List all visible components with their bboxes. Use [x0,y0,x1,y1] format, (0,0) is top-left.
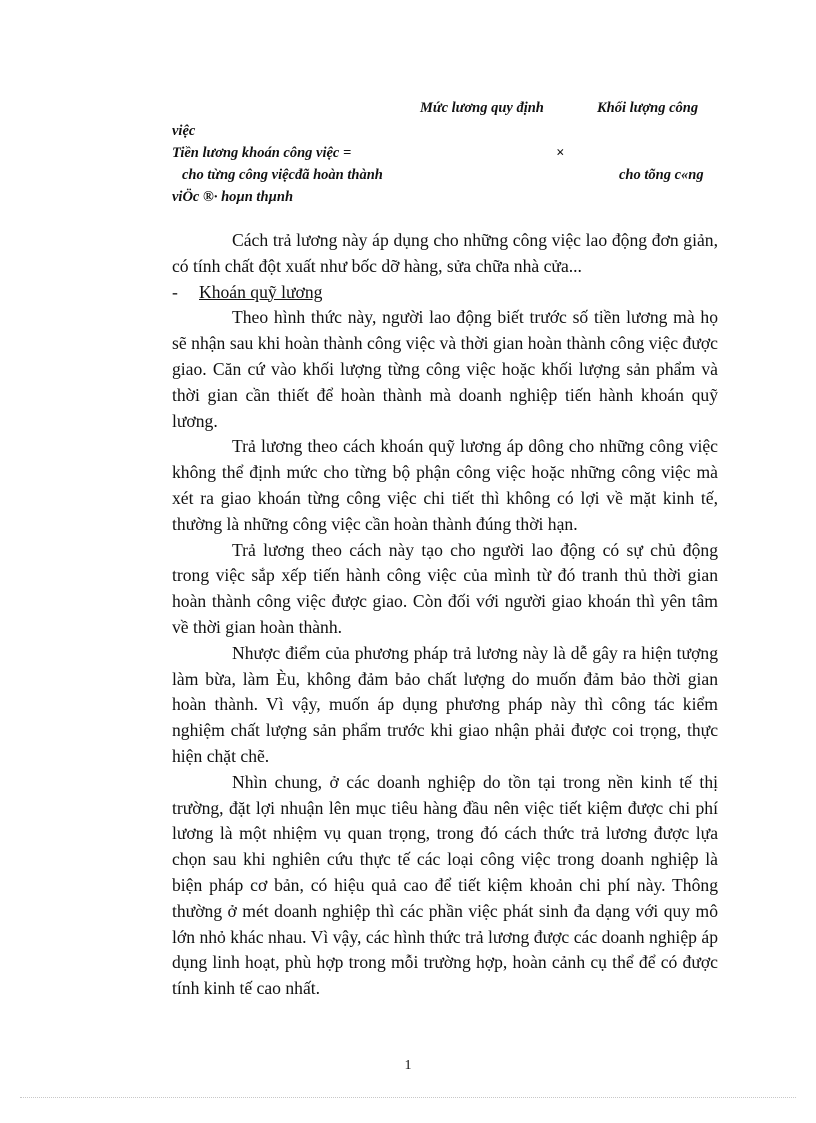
section-heading [172,280,718,306]
formula-per-job-label: cho tõng c«ng [619,167,704,183]
heading-bullet: - [172,281,178,302]
formula-standard-wage-label: Mức lương quy định [420,100,544,116]
paragraph-1: Cách trả lương này áp dụng cho những công việc lao động đơn giản, có tính chất đột xuất như bốc dỡ hàng, sửa chữa nhà cửa... [172,230,718,276]
document-body [172,228,718,1002]
formula-workload-label: Khối lượng công [597,100,699,116]
paragraph-3: Trả lương theo cách khoán quỹ lương áp dông cho những công việc không thể định mức cho từng bộ phận công việc hoặc những công việc mà xét ra giao khoán từng công việc chi tiết thì không có lợi về mặt kinh tế, thường là những công việc cần hoàn thành đúng thời hạn. [172,436,718,534]
page-bottom-divider [20,1097,796,1098]
paragraph-4: Trả lương theo cách này tạo cho người lao động có sự chủ động trong việc sắp xếp tiến hành công việc của mình từ đó tranh thủ thời gian hoàn thành công việc được giao. Còn đối với người giao khoán thì yên tâm về thời gian hoàn thành. [172,539,718,637]
page-number: 1 [404,1058,412,1073]
formula-multiply-operator: × [556,145,565,161]
formula-per-job-label-cont: viÖc ®· hoµn thµnh [172,189,294,205]
paragraph-6: Nhìn chung, ở các doanh nghiệp do tồn tại trong nền kinh tế thị trường, đặt lợi nhuận lên mục tiêu hàng đầu nên việc tiết kiệm được chi phí lương là một nhiệm vụ quan trọng, trong đó cách thức trả lương được lựa chọn sau khi nghiên cứu thực tế các loại công việc trong doanh nghiệp là biện pháp cơ bản, có hiệu quả cao để tiết kiệm khoản chi phí này. Thông thường ở mét doanh nghiệp thì các phần việc phát sinh đa dạng với quy mô lớn nhỏ khác nhau. Vì vậy, các hình thức trả lương được các doanh nghiệp áp dụng linh hoạt, phù hợp trong mỗi trường hợp, hoàn cảnh cụ thể để có được tính kinh tế cao nhất. [172,771,718,999]
paragraph-5: Nhược điểm của phương pháp trả lương này là dễ gây ra hiện tượng làm bừa, làm Èu, không đảm bảo chất lượng do muốn đảm bảo thời gian hoàn thành. Vì vậy, muốn áp dụng phương pháp này thì công tác kiểm nghiệm chất lượng sản phẩm trước khi giao nhận phải được coi trọng, thực hiện chặt chẽ. [172,642,718,766]
heading-label: Khoán quỹ lương [199,281,323,302]
formula-per-task-label: cho từng công việcđã hoàn thành [182,167,383,183]
formula-result-label: Tiền lương khoán công việc = [172,145,352,161]
formula-workload-label-cont: việc [172,123,196,139]
wage-formula [0,0,816,210]
paragraph-2: Theo hình thức này, người lao động biết trước số tiền lương mà họ sẽ nhận sau khi hoàn thành công việc và thời gian hoàn thành công việc được giao. Căn cứ vào khối lượng từng công việc hoặc khối lượng sản phẩm và thời gian cần thiết để hoàn thành mà doanh nghiệp tiến hành khoán quỹ lương. [172,307,718,431]
